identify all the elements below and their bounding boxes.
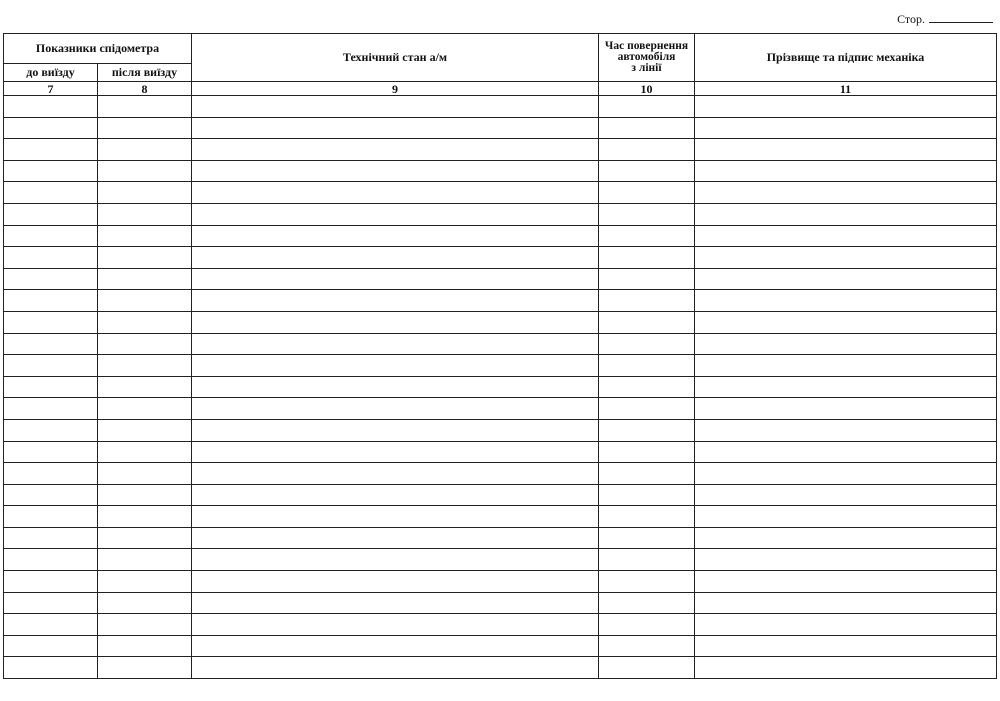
cell-before-departure[interactable] <box>4 506 98 528</box>
cell-after-departure[interactable] <box>98 635 192 657</box>
cell-technical-condition[interactable] <box>192 225 599 247</box>
cell-after-departure[interactable] <box>98 571 192 593</box>
cell-after-departure[interactable] <box>98 376 192 398</box>
table-row <box>4 571 997 593</box>
cell-return-time[interactable] <box>599 463 695 485</box>
cell-mechanic-signature[interactable] <box>695 117 997 139</box>
cell-before-departure[interactable] <box>4 484 98 506</box>
cell-mechanic-signature[interactable] <box>695 182 997 204</box>
cell-mechanic-signature[interactable] <box>695 268 997 290</box>
speedometer-header: Показники спідометра <box>4 34 192 64</box>
mechanic-journal-table <box>3 33 997 679</box>
cell-before-departure[interactable] <box>4 290 98 312</box>
return-time-header <box>599 34 695 82</box>
cell-before-departure[interactable] <box>4 247 98 269</box>
cell-return-time[interactable] <box>599 225 695 247</box>
cell-return-time[interactable] <box>599 333 695 355</box>
cell-mechanic-signature[interactable] <box>695 290 997 312</box>
table-row <box>4 549 997 571</box>
cell-after-departure[interactable] <box>98 355 192 377</box>
cell-return-time[interactable] <box>599 96 695 118</box>
cell-mechanic-signature[interactable] <box>695 484 997 506</box>
cell-before-departure[interactable] <box>4 398 98 420</box>
column-number-8: 8 <box>98 82 192 96</box>
return-time-header-line3: з лінії <box>631 62 662 74</box>
cell-technical-condition[interactable] <box>192 139 599 161</box>
table-row <box>4 139 997 161</box>
cell-mechanic-signature[interactable] <box>695 635 997 657</box>
cell-mechanic-signature[interactable] <box>695 355 997 377</box>
page-number <box>897 11 993 26</box>
cell-technical-condition[interactable] <box>192 484 599 506</box>
cell-after-departure[interactable] <box>98 549 192 571</box>
cell-return-time[interactable] <box>599 139 695 161</box>
cell-before-departure[interactable] <box>4 355 98 377</box>
cell-after-departure[interactable] <box>98 182 192 204</box>
cell-mechanic-signature[interactable] <box>695 203 997 225</box>
cell-technical-condition[interactable] <box>192 506 599 528</box>
cell-after-departure[interactable] <box>98 506 192 528</box>
cell-return-time[interactable] <box>599 506 695 528</box>
cell-after-departure[interactable] <box>98 160 192 182</box>
cell-mechanic-signature[interactable] <box>695 376 997 398</box>
cell-technical-condition[interactable] <box>192 549 599 571</box>
cell-technical-condition[interactable] <box>192 463 599 485</box>
table-row <box>4 657 997 679</box>
before-departure-header: до виїзду <box>4 64 98 82</box>
page-number-blank <box>929 11 993 23</box>
cell-technical-condition[interactable] <box>192 592 599 614</box>
return-time-header-line2: автомобіля <box>617 51 676 63</box>
cell-mechanic-signature[interactable] <box>695 160 997 182</box>
cell-mechanic-signature[interactable] <box>695 549 997 571</box>
cell-return-time[interactable] <box>599 290 695 312</box>
column-number-11: 11 <box>695 82 997 96</box>
table-row <box>4 117 997 139</box>
cell-mechanic-signature[interactable] <box>695 657 997 679</box>
cell-return-time[interactable] <box>599 549 695 571</box>
cell-before-departure[interactable] <box>4 182 98 204</box>
cell-technical-condition[interactable] <box>192 376 599 398</box>
cell-after-departure[interactable] <box>98 527 192 549</box>
cell-return-time[interactable] <box>599 355 695 377</box>
cell-technical-condition[interactable] <box>192 614 599 636</box>
cell-technical-condition[interactable] <box>192 182 599 204</box>
cell-return-time[interactable] <box>599 117 695 139</box>
cell-after-departure[interactable] <box>98 592 192 614</box>
table-row <box>4 355 997 377</box>
cell-after-departure[interactable] <box>98 441 192 463</box>
table-row <box>4 506 997 528</box>
cell-technical-condition[interactable] <box>192 160 599 182</box>
cell-technical-condition[interactable] <box>192 290 599 312</box>
table-row <box>4 96 997 118</box>
table-row <box>4 419 997 441</box>
cell-return-time[interactable] <box>599 203 695 225</box>
cell-technical-condition[interactable] <box>192 355 599 377</box>
cell-mechanic-signature[interactable] <box>695 398 997 420</box>
cell-after-departure[interactable] <box>98 398 192 420</box>
cell-after-departure[interactable] <box>98 311 192 333</box>
cell-mechanic-signature[interactable] <box>695 419 997 441</box>
cell-after-departure[interactable] <box>98 203 192 225</box>
table-row <box>4 268 997 290</box>
table-row <box>4 333 997 355</box>
cell-return-time[interactable] <box>599 376 695 398</box>
cell-mechanic-signature[interactable] <box>695 311 997 333</box>
cell-mechanic-signature[interactable] <box>695 614 997 636</box>
cell-technical-condition[interactable] <box>192 117 599 139</box>
table-row <box>4 398 997 420</box>
cell-mechanic-signature[interactable] <box>695 247 997 269</box>
cell-technical-condition[interactable] <box>192 268 599 290</box>
cell-technical-condition[interactable] <box>192 657 599 679</box>
cell-return-time[interactable] <box>599 268 695 290</box>
cell-technical-condition[interactable] <box>192 333 599 355</box>
cell-before-departure[interactable] <box>4 549 98 571</box>
table-row <box>4 225 997 247</box>
cell-before-departure[interactable] <box>4 139 98 161</box>
cell-after-departure[interactable] <box>98 139 192 161</box>
column-number-9: 9 <box>192 82 599 96</box>
cell-mechanic-signature[interactable] <box>695 333 997 355</box>
cell-after-departure[interactable] <box>98 333 192 355</box>
cell-technical-condition[interactable] <box>192 571 599 593</box>
cell-technical-condition[interactable] <box>192 635 599 657</box>
cell-mechanic-signature[interactable] <box>695 139 997 161</box>
cell-return-time[interactable] <box>599 484 695 506</box>
table-row <box>4 160 997 182</box>
after-departure-header: після виїзду <box>98 64 192 82</box>
cell-before-departure[interactable] <box>4 376 98 398</box>
cell-after-departure[interactable] <box>98 657 192 679</box>
technical-condition-header: Технічний стан а/м <box>192 34 599 82</box>
cell-technical-condition[interactable] <box>192 441 599 463</box>
cell-mechanic-signature[interactable] <box>695 96 997 118</box>
table-row <box>4 182 997 204</box>
cell-before-departure[interactable] <box>4 571 98 593</box>
cell-return-time[interactable] <box>599 635 695 657</box>
cell-after-departure[interactable] <box>98 419 192 441</box>
cell-technical-condition[interactable] <box>192 527 599 549</box>
cell-after-departure[interactable] <box>98 225 192 247</box>
cell-after-departure[interactable] <box>98 463 192 485</box>
table-row <box>4 635 997 657</box>
cell-before-departure[interactable] <box>4 614 98 636</box>
cell-technical-condition[interactable] <box>192 311 599 333</box>
cell-return-time[interactable] <box>599 441 695 463</box>
cell-after-departure[interactable] <box>98 484 192 506</box>
cell-technical-condition[interactable] <box>192 203 599 225</box>
cell-mechanic-signature[interactable] <box>695 506 997 528</box>
cell-before-departure[interactable] <box>4 96 98 118</box>
cell-technical-condition[interactable] <box>192 398 599 420</box>
cell-before-departure[interactable] <box>4 160 98 182</box>
cell-before-departure[interactable] <box>4 635 98 657</box>
mechanic-header: Прізвище та підпис механіка <box>695 34 997 82</box>
cell-before-departure[interactable] <box>4 203 98 225</box>
cell-mechanic-signature[interactable] <box>695 463 997 485</box>
cell-before-departure[interactable] <box>4 527 98 549</box>
cell-mechanic-signature[interactable] <box>695 441 997 463</box>
cell-technical-condition[interactable] <box>192 247 599 269</box>
cell-before-departure[interactable] <box>4 225 98 247</box>
table-row <box>4 614 997 636</box>
cell-before-departure[interactable] <box>4 592 98 614</box>
cell-before-departure[interactable] <box>4 268 98 290</box>
cell-before-departure[interactable] <box>4 419 98 441</box>
cell-technical-condition[interactable] <box>192 96 599 118</box>
cell-before-departure[interactable] <box>4 311 98 333</box>
cell-return-time[interactable] <box>599 614 695 636</box>
table-row <box>4 592 997 614</box>
cell-return-time[interactable] <box>599 398 695 420</box>
cell-return-time[interactable] <box>599 247 695 269</box>
cell-before-departure[interactable] <box>4 333 98 355</box>
cell-after-departure[interactable] <box>98 247 192 269</box>
table-row <box>4 527 997 549</box>
cell-after-departure[interactable] <box>98 96 192 118</box>
cell-before-departure[interactable] <box>4 441 98 463</box>
cell-before-departure[interactable] <box>4 463 98 485</box>
page-number-label: Стор. <box>897 12 925 26</box>
table-row <box>4 203 997 225</box>
table-row <box>4 247 997 269</box>
cell-mechanic-signature[interactable] <box>695 571 997 593</box>
cell-return-time[interactable] <box>599 311 695 333</box>
cell-after-departure[interactable] <box>98 117 192 139</box>
column-number-7: 7 <box>4 82 98 96</box>
cell-before-departure[interactable] <box>4 117 98 139</box>
cell-return-time[interactable] <box>599 419 695 441</box>
cell-return-time[interactable] <box>599 657 695 679</box>
column-number-10: 10 <box>599 82 695 96</box>
table-row <box>4 311 997 333</box>
cell-technical-condition[interactable] <box>192 419 599 441</box>
cell-mechanic-signature[interactable] <box>695 527 997 549</box>
cell-after-departure[interactable] <box>98 268 192 290</box>
cell-return-time[interactable] <box>599 182 695 204</box>
return-time-header-line1: Час повернення <box>604 40 689 52</box>
table-row <box>4 484 997 506</box>
cell-mechanic-signature[interactable] <box>695 225 997 247</box>
cell-before-departure[interactable] <box>4 657 98 679</box>
cell-return-time[interactable] <box>599 160 695 182</box>
journal-body <box>4 96 997 679</box>
cell-after-departure[interactable] <box>98 290 192 312</box>
table-row <box>4 376 997 398</box>
table-row <box>4 290 997 312</box>
cell-mechanic-signature[interactable] <box>695 592 997 614</box>
cell-return-time[interactable] <box>599 571 695 593</box>
table-row <box>4 463 997 485</box>
cell-return-time[interactable] <box>599 527 695 549</box>
table-row <box>4 441 997 463</box>
cell-after-departure[interactable] <box>98 614 192 636</box>
cell-return-time[interactable] <box>599 592 695 614</box>
